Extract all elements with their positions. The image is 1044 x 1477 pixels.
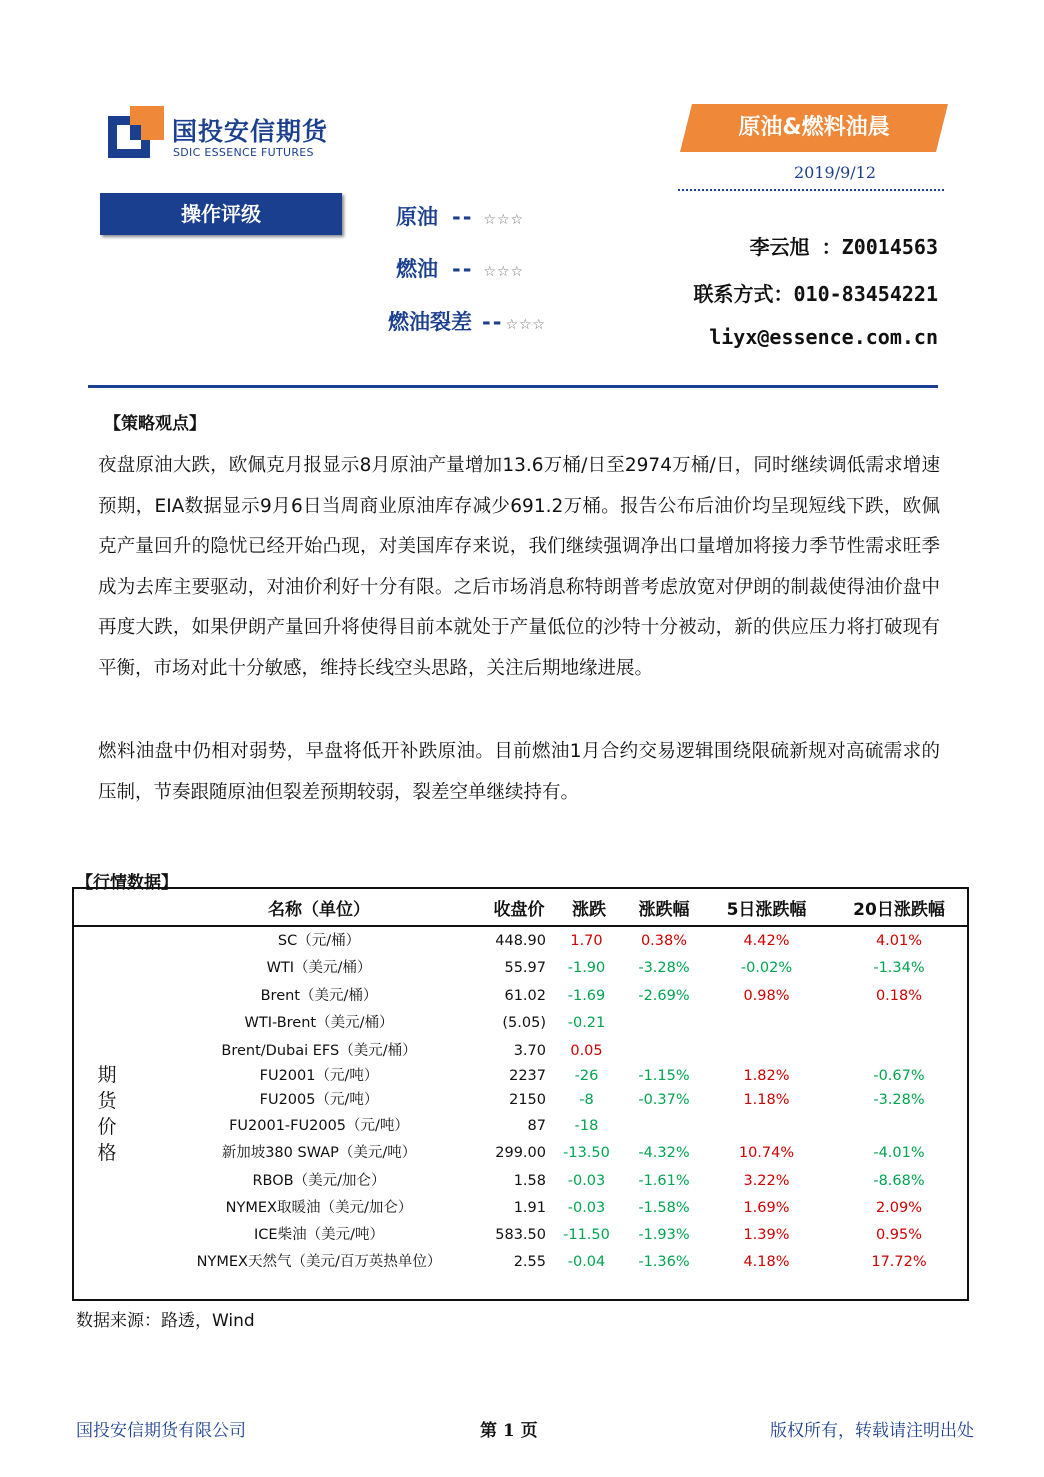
rating-name: 燃油裂差 bbox=[388, 310, 472, 334]
cell-change: -0.03 bbox=[567, 1200, 606, 1216]
date-divider bbox=[678, 189, 944, 191]
cell-name: WTI（美元/桶） bbox=[266, 960, 372, 976]
cell-change: 1.70 bbox=[570, 933, 603, 949]
rating-dash: -- bbox=[452, 257, 474, 281]
logo-icon bbox=[108, 106, 164, 158]
header-divider bbox=[88, 385, 938, 388]
cell-change-5d: 3.22% bbox=[743, 1173, 790, 1189]
table-header-divider bbox=[74, 925, 967, 927]
star-icon: ☆☆☆ bbox=[483, 212, 525, 228]
th-change-20d: 20日涨跌幅 bbox=[853, 900, 945, 920]
cell-change-5d: 1.18% bbox=[743, 1092, 790, 1108]
th-change-pct: 涨跌幅 bbox=[638, 900, 690, 920]
star-icon: ☆☆☆ bbox=[483, 264, 525, 280]
footer-page: 第 1 页 bbox=[480, 1421, 538, 1441]
futures-price-label-char: 格 bbox=[97, 1142, 117, 1164]
cell-change-pct: -0.37% bbox=[638, 1092, 690, 1108]
report-tag: 原油&燃料油晨 bbox=[738, 115, 890, 140]
cell-close: (5.05) bbox=[502, 1015, 546, 1031]
report-date: 2019/9/12 bbox=[793, 163, 877, 182]
table-row bbox=[74, 1038, 967, 1064]
footer-company: 国投安信期货有限公司 bbox=[76, 1421, 246, 1441]
th-change-5d: 5日涨跌幅 bbox=[726, 900, 807, 920]
strategy-paragraph-crude: 夜盘原油大跌，欧佩克月报显示8月原油产量增加13.6万桶/日至2974万桶/日，同时继续调低需求增速预期，EIA数据显示9月6日当周商业原油库存减少691.2万桶。报告公布后油价均呈现短线下跌，欧佩克产量回升的隐忧已经开始凸现，对美国库存来说，我们继续强调净出口量增加将接力季节性需求旺季成为去库主要驱动，对油价利好十分有限。之后市场消息称特朗普考虑放宽对伊朗的制裁使得油价盘中再度大跌，如果伊朗产量回升将使得目前本就处于产量低位的沙特十分被动，新的供应压力将打破现有平衡，市场对此十分敏感，维持长线空头思路，关注后期地缘进展。 bbox=[98, 455, 940, 679]
cell-change-pct: -1.61% bbox=[638, 1173, 690, 1189]
table-row bbox=[74, 955, 967, 981]
th-change: 涨跌 bbox=[572, 900, 606, 920]
cell-change: -8 bbox=[579, 1092, 594, 1108]
cell-change-20d: -1.34% bbox=[873, 960, 925, 976]
cell-change-20d: 17.72% bbox=[871, 1254, 927, 1270]
table-row bbox=[74, 1195, 967, 1221]
cell-change: -26 bbox=[574, 1068, 599, 1084]
cell-change-pct: 0.38% bbox=[640, 933, 688, 949]
cell-name: RBOB（美元/加仑） bbox=[252, 1173, 386, 1189]
market-title: 【行情数据】 bbox=[76, 873, 178, 893]
cell-change: -0.03 bbox=[567, 1173, 606, 1189]
cell-close: 583.50 bbox=[495, 1227, 546, 1243]
strategy-title: 【策略观点】 bbox=[104, 414, 206, 434]
cell-change-5d: -0.02% bbox=[740, 960, 793, 976]
star-icon: ☆☆☆ bbox=[505, 317, 547, 333]
table-row bbox=[74, 1168, 967, 1194]
cell-change-20d bbox=[844, 1038, 954, 1064]
cell-change: -11.50 bbox=[563, 1227, 610, 1243]
cell-change: -0.04 bbox=[567, 1254, 606, 1270]
cell-change: -13.50 bbox=[563, 1145, 610, 1161]
cell-change: -18 bbox=[574, 1118, 599, 1134]
cell-name: Brent/Dubai EFS（美元/桶） bbox=[221, 1043, 417, 1059]
company-logo-en: SDIC ESSENCE FUTURES bbox=[173, 146, 314, 159]
company-logo-mark bbox=[108, 106, 164, 158]
futures-price-label-char: 期 bbox=[97, 1064, 117, 1086]
author-contact: 联系方式：010-83454221 bbox=[693, 282, 938, 306]
cell-change-pct: -2.69% bbox=[638, 988, 690, 1004]
table-row bbox=[74, 1249, 967, 1275]
cell-close: 2150 bbox=[509, 1092, 546, 1108]
rating-item-fuel bbox=[396, 253, 524, 283]
th-name: 名称（单位） bbox=[268, 900, 370, 920]
cell-change: 0.05 bbox=[570, 1043, 603, 1059]
author-name: 李云旭 ：Z0014563 bbox=[749, 235, 938, 259]
cell-change: -1.90 bbox=[567, 960, 606, 976]
cell-change-5d: 1.82% bbox=[743, 1068, 790, 1084]
rating-item-fuel-crack bbox=[388, 306, 546, 336]
rating-title: 操作评级 bbox=[100, 193, 342, 235]
cell-change: -0.21 bbox=[567, 1015, 606, 1031]
cell-change-20d bbox=[844, 1113, 954, 1139]
cell-close: 1.91 bbox=[513, 1200, 546, 1216]
table-row bbox=[74, 983, 967, 1009]
cell-change-pct: -1.58% bbox=[638, 1200, 690, 1216]
cell-change-5d bbox=[714, 1010, 819, 1036]
cell-name: Brent（美元/桶） bbox=[260, 988, 378, 1004]
cell-name: ICE柴油（美元/吨） bbox=[254, 1227, 384, 1243]
cell-change-pct: -1.93% bbox=[638, 1227, 690, 1243]
cell-change-5d: 10.74% bbox=[738, 1145, 795, 1161]
table-row bbox=[74, 1113, 967, 1139]
cell-name: SC（元/桶） bbox=[277, 933, 361, 949]
cell-close: 3.70 bbox=[513, 1043, 546, 1059]
author-email[interactable]: liyx@essence.com.cn bbox=[709, 325, 938, 349]
cell-name: FU2001（元/吨） bbox=[259, 1068, 379, 1084]
rating-name: 燃油 bbox=[396, 257, 438, 281]
cell-change: -1.69 bbox=[567, 988, 606, 1004]
cell-change-5d bbox=[714, 1038, 819, 1064]
cell-name: FU2005（元/吨） bbox=[259, 1092, 379, 1108]
cell-name: NYMEX取暖油（美元/加仑） bbox=[225, 1200, 413, 1216]
cell-change-20d: 4.01% bbox=[875, 933, 923, 949]
cell-name: NYMEX天然气（美元/百万英热单位） bbox=[196, 1254, 442, 1270]
cell-close: 2237 bbox=[509, 1068, 546, 1084]
cell-change-5d: 4.42% bbox=[743, 933, 790, 949]
rating-name: 原油 bbox=[396, 205, 438, 229]
cell-change-20d bbox=[844, 1010, 954, 1036]
rating-item-crude bbox=[396, 201, 524, 231]
table-row bbox=[74, 1010, 967, 1036]
cell-change-20d: -4.01% bbox=[873, 1145, 925, 1161]
cell-change-5d bbox=[714, 1113, 819, 1139]
cell-change-20d: -0.67% bbox=[873, 1068, 925, 1084]
cell-change-20d: -3.28% bbox=[873, 1092, 925, 1108]
cell-change-20d: 0.95% bbox=[875, 1227, 923, 1243]
cell-change-pct: -1.36% bbox=[638, 1254, 690, 1270]
footer-copyright: 版权所有，转载请注明出处 bbox=[770, 1421, 974, 1441]
cell-close: 299.00 bbox=[495, 1145, 546, 1161]
table-row bbox=[74, 1087, 967, 1113]
rating-dash: -- bbox=[452, 205, 474, 229]
cell-close: 61.02 bbox=[504, 988, 546, 1004]
table-row bbox=[74, 1222, 967, 1248]
cell-name: 新加坡380 SWAP（美元/吨） bbox=[221, 1145, 417, 1161]
cell-close: 87 bbox=[527, 1118, 546, 1134]
cell-close: 1.58 bbox=[513, 1173, 546, 1189]
cell-change-20d: 2.09% bbox=[875, 1200, 923, 1216]
rating-dash: -- bbox=[482, 310, 504, 334]
strategy-paragraph-fuel: 燃料油盘中仍相对弱势，早盘将低开补跌原油。目前燃油1月合约交易逻辑围绕限硫新规对高硫需求的压制，节奏跟随原油但裂差预期较弱，裂差空单继续持有。 bbox=[98, 741, 940, 803]
cell-name: WTI-Brent（美元/桶） bbox=[244, 1015, 394, 1031]
futures-price-label-char: 货 bbox=[97, 1090, 117, 1112]
cell-change-pct: -1.15% bbox=[638, 1068, 690, 1084]
cell-close: 448.90 bbox=[495, 933, 546, 949]
th-close: 收盘价 bbox=[493, 900, 545, 920]
cell-change-5d: 4.18% bbox=[743, 1254, 790, 1270]
cell-change-5d: 1.69% bbox=[743, 1200, 790, 1216]
cell-change-20d: -8.68% bbox=[873, 1173, 925, 1189]
company-logo-cn: 国投安信期货 bbox=[172, 117, 329, 146]
cell-change-pct: -3.28% bbox=[638, 960, 690, 976]
table-row bbox=[74, 928, 967, 954]
cell-name: FU2001-FU2005（元/吨） bbox=[229, 1118, 409, 1134]
cell-change-pct bbox=[624, 1113, 704, 1139]
cell-close: 55.97 bbox=[504, 960, 546, 976]
futures-price-label-char: 价 bbox=[97, 1116, 117, 1138]
cell-change-5d: 0.98% bbox=[743, 988, 790, 1004]
cell-change-pct: -4.32% bbox=[638, 1145, 690, 1161]
table-row bbox=[74, 1140, 967, 1166]
cell-change-20d: 0.18% bbox=[875, 988, 923, 1004]
table-row bbox=[74, 1063, 967, 1089]
data-source: 数据来源：路透，Wind bbox=[76, 1311, 255, 1331]
cell-close: 2.55 bbox=[513, 1254, 546, 1270]
cell-change-5d: 1.39% bbox=[743, 1227, 790, 1243]
cell-change-pct bbox=[624, 1010, 704, 1036]
cell-change-pct bbox=[624, 1038, 704, 1064]
